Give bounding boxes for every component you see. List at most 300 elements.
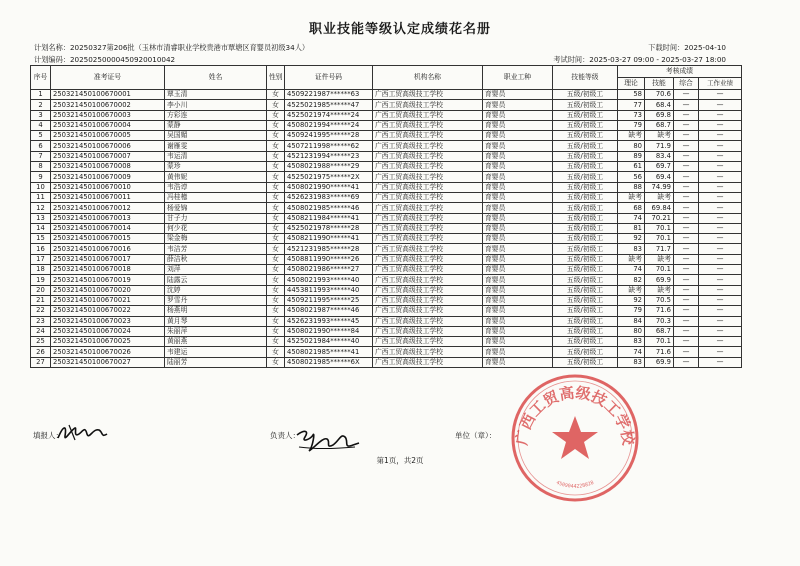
cell-org: 广西工贸高级技工学校 bbox=[373, 254, 483, 264]
cell-ticket: 250321450100670020 bbox=[51, 285, 165, 295]
cell-seq: 10 bbox=[31, 182, 51, 192]
cell-skill: 70.6 bbox=[645, 90, 674, 100]
cell-gender: 女 bbox=[267, 234, 285, 244]
filler-label: 填报人： bbox=[33, 431, 63, 440]
cell-name: 朱丽萍 bbox=[165, 326, 267, 336]
cell-overall: — bbox=[674, 131, 699, 141]
cell-org: 广西工贸高级技工学校 bbox=[373, 203, 483, 213]
cell-work: — bbox=[699, 162, 742, 172]
cell-seq: 6 bbox=[31, 141, 51, 151]
cell-gender: 女 bbox=[267, 151, 285, 161]
cell-seq: 5 bbox=[31, 131, 51, 141]
cell-skill: 缺考 bbox=[645, 254, 674, 264]
cell-id: 4453811993******40 bbox=[285, 285, 373, 295]
official-seal bbox=[505, 368, 645, 508]
cell-work: — bbox=[699, 100, 742, 110]
header-name: 姓名 bbox=[165, 66, 267, 90]
cell-skill: 缺考 bbox=[645, 192, 674, 202]
cell-level: 五级/初级工 bbox=[553, 275, 618, 285]
cell-id: 4525021984******40 bbox=[285, 337, 373, 347]
cell-skill: 68.4 bbox=[645, 100, 674, 110]
cell-trade: 育婴员 bbox=[483, 295, 553, 305]
cell-level: 五级/初级工 bbox=[553, 357, 618, 367]
cell-work: — bbox=[699, 326, 742, 336]
cell-theory: 89 bbox=[618, 151, 645, 161]
cell-level: 五级/初级工 bbox=[553, 265, 618, 275]
header-level: 技能等级 bbox=[553, 66, 618, 90]
cell-ticket: 250321450100670026 bbox=[51, 347, 165, 357]
header-gender: 性别 bbox=[267, 66, 285, 90]
cell-work: — bbox=[699, 141, 742, 151]
cell-trade: 育婴员 bbox=[483, 223, 553, 233]
cell-level: 五级/初级工 bbox=[553, 131, 618, 141]
header-work: 工作业绩 bbox=[699, 78, 742, 90]
table-row bbox=[31, 347, 742, 357]
table-row bbox=[31, 326, 742, 336]
cell-gender: 女 bbox=[267, 275, 285, 285]
cell-work: — bbox=[699, 120, 742, 130]
cell-skill: 70.1 bbox=[645, 234, 674, 244]
cell-ticket: 250321450100670022 bbox=[51, 306, 165, 316]
header-skill: 技能 bbox=[645, 78, 674, 90]
cell-seq: 1 bbox=[31, 90, 51, 100]
cell-overall: — bbox=[674, 151, 699, 161]
cell-gender: 女 bbox=[267, 120, 285, 130]
cell-gender: 女 bbox=[267, 182, 285, 192]
cell-theory: 74 bbox=[618, 265, 645, 275]
cell-trade: 育婴员 bbox=[483, 326, 553, 336]
cell-ticket: 250321450100670019 bbox=[51, 275, 165, 285]
cell-theory: 92 bbox=[618, 295, 645, 305]
cell-overall: — bbox=[674, 337, 699, 347]
cell-trade: 育婴员 bbox=[483, 120, 553, 130]
table-row bbox=[31, 265, 742, 275]
download-time: 下载时间：2025-04-10 bbox=[648, 43, 726, 52]
cell-theory: 缺考 bbox=[618, 254, 645, 264]
cell-overall: — bbox=[674, 357, 699, 367]
cell-skill: 71.6 bbox=[645, 347, 674, 357]
cell-theory: 缺考 bbox=[618, 192, 645, 202]
cell-gender: 女 bbox=[267, 90, 285, 100]
cell-gender: 女 bbox=[267, 326, 285, 336]
cell-seq: 12 bbox=[31, 203, 51, 213]
cell-level: 五级/初级工 bbox=[553, 151, 618, 161]
cell-org: 广西工贸高级技工学校 bbox=[373, 110, 483, 120]
cell-work: — bbox=[699, 110, 742, 120]
cell-id: 4508021988******29 bbox=[285, 162, 373, 172]
cell-theory: 缺考 bbox=[618, 131, 645, 141]
cell-work: — bbox=[699, 213, 742, 223]
cell-theory: 56 bbox=[618, 172, 645, 182]
cell-id: 4508021993******40 bbox=[285, 275, 373, 285]
header-id-no: 证件号码 bbox=[285, 66, 373, 90]
cell-gender: 女 bbox=[267, 100, 285, 110]
cell-name: 黄伟妮 bbox=[165, 172, 267, 182]
table-row bbox=[31, 337, 742, 347]
cell-theory: 68 bbox=[618, 203, 645, 213]
cell-work: — bbox=[699, 337, 742, 347]
cell-skill: 69.7 bbox=[645, 162, 674, 172]
cell-ticket: 250321450100670016 bbox=[51, 244, 165, 254]
cell-overall: — bbox=[674, 265, 699, 275]
cell-level: 五级/初级工 bbox=[553, 90, 618, 100]
seal-number: 4509044228828 bbox=[555, 479, 595, 490]
cell-skill: 缺考 bbox=[645, 285, 674, 295]
cell-trade: 育婴员 bbox=[483, 151, 553, 161]
cell-skill: 83.4 bbox=[645, 151, 674, 161]
cell-id: 4526231993******45 bbox=[285, 316, 373, 326]
cell-overall: — bbox=[674, 182, 699, 192]
cell-skill: 69.9 bbox=[645, 275, 674, 285]
cell-ticket: 250321450100670006 bbox=[51, 141, 165, 151]
score-roster-table bbox=[30, 65, 742, 368]
cell-gender: 女 bbox=[267, 265, 285, 275]
cell-work: — bbox=[699, 357, 742, 367]
cell-overall: — bbox=[674, 110, 699, 120]
cell-overall: — bbox=[674, 326, 699, 336]
cell-ticket: 250321450100670002 bbox=[51, 100, 165, 110]
cell-seq: 3 bbox=[31, 110, 51, 120]
header-overall: 综合 bbox=[674, 78, 699, 90]
cell-name: 沈婷 bbox=[165, 285, 267, 295]
cell-org: 广西工贸高级技工学校 bbox=[373, 316, 483, 326]
cell-seq: 19 bbox=[31, 275, 51, 285]
cell-level: 五级/初级工 bbox=[553, 100, 618, 110]
cell-ticket: 250321450100670027 bbox=[51, 357, 165, 367]
cell-seq: 17 bbox=[31, 254, 51, 264]
cell-name: 吴国媚 bbox=[165, 131, 267, 141]
cell-org: 广西工贸高级技工学校 bbox=[373, 141, 483, 151]
cell-seq: 22 bbox=[31, 306, 51, 316]
table-row bbox=[31, 203, 742, 213]
cell-id: 4521231985******28 bbox=[285, 244, 373, 254]
cell-level: 五级/初级工 bbox=[553, 285, 618, 295]
cell-work: — bbox=[699, 131, 742, 141]
cell-name: 韦浩谆 bbox=[165, 182, 267, 192]
cell-work: — bbox=[699, 254, 742, 264]
cell-work: — bbox=[699, 347, 742, 357]
cell-level: 五级/初级工 bbox=[553, 234, 618, 244]
cell-name: 覃玉清 bbox=[165, 90, 267, 100]
cell-work: — bbox=[699, 306, 742, 316]
cell-level: 五级/初级工 bbox=[553, 141, 618, 151]
cell-ticket: 250321450100670014 bbox=[51, 223, 165, 233]
cell-seq: 20 bbox=[31, 285, 51, 295]
cell-seq: 21 bbox=[31, 295, 51, 305]
table-row bbox=[31, 357, 742, 367]
cell-org: 广西工贸高级技工学校 bbox=[373, 162, 483, 172]
cell-skill: 70.21 bbox=[645, 213, 674, 223]
cell-seq: 4 bbox=[31, 120, 51, 130]
cell-seq: 26 bbox=[31, 347, 51, 357]
cell-id: 4508021990******84 bbox=[285, 326, 373, 336]
document-title: 职业技能等级认定成绩花名册 bbox=[308, 22, 491, 37]
cell-id: 4507211998******62 bbox=[285, 141, 373, 151]
header-scores: 考核成绩 bbox=[618, 66, 742, 78]
cell-id: 4525021985******47 bbox=[285, 100, 373, 110]
cell-overall: — bbox=[674, 100, 699, 110]
cell-overall: — bbox=[674, 254, 699, 264]
cell-level: 五级/初级工 bbox=[553, 192, 618, 202]
cell-id: 4509221987******63 bbox=[285, 90, 373, 100]
cell-seq: 18 bbox=[31, 265, 51, 275]
cell-seq: 24 bbox=[31, 326, 51, 336]
cell-org: 广西工贸高级技工学校 bbox=[373, 213, 483, 223]
cell-ticket: 250321450100670015 bbox=[51, 234, 165, 244]
cell-gender: 女 bbox=[267, 192, 285, 202]
cell-theory: 74 bbox=[618, 347, 645, 357]
cell-name: 何少花 bbox=[165, 223, 267, 233]
cell-theory: 73 bbox=[618, 110, 645, 120]
cell-ticket: 250321450100670005 bbox=[51, 131, 165, 141]
cell-seq: 15 bbox=[31, 234, 51, 244]
cell-gender: 女 bbox=[267, 131, 285, 141]
cell-ticket: 250321450100670010 bbox=[51, 182, 165, 192]
cell-theory: 77 bbox=[618, 100, 645, 110]
cell-work: — bbox=[699, 316, 742, 326]
cell-overall: — bbox=[674, 141, 699, 151]
cell-name: 罗雪丹 bbox=[165, 295, 267, 305]
header-seq: 序号 bbox=[31, 66, 51, 90]
cell-name: 甘子力 bbox=[165, 213, 267, 223]
cell-theory: 83 bbox=[618, 357, 645, 367]
cell-seq: 13 bbox=[31, 213, 51, 223]
cell-theory: 79 bbox=[618, 120, 645, 130]
cell-gender: 女 bbox=[267, 357, 285, 367]
cell-ticket: 250321450100670012 bbox=[51, 203, 165, 213]
cell-level: 五级/初级工 bbox=[553, 182, 618, 192]
table-row bbox=[31, 162, 742, 172]
cell-id: 4525021974******24 bbox=[285, 110, 373, 120]
cell-org: 广西工贸高级技工学校 bbox=[373, 306, 483, 316]
cell-work: — bbox=[699, 295, 742, 305]
cell-org: 广西工贸高级技工学校 bbox=[373, 182, 483, 192]
table-row bbox=[31, 151, 742, 161]
cell-org: 广西工贸高级技工学校 bbox=[373, 326, 483, 336]
table-row bbox=[31, 316, 742, 326]
cell-trade: 育婴员 bbox=[483, 203, 553, 213]
cell-work: — bbox=[699, 234, 742, 244]
cell-seq: 14 bbox=[31, 223, 51, 233]
cell-work: — bbox=[699, 172, 742, 182]
cell-ticket: 250321450100670001 bbox=[51, 90, 165, 100]
cell-org: 广西工贸高级技工学校 bbox=[373, 357, 483, 367]
cell-theory: 缺考 bbox=[618, 285, 645, 295]
cell-gender: 女 bbox=[267, 306, 285, 316]
table-row bbox=[31, 295, 742, 305]
cell-name: 黄月琴 bbox=[165, 316, 267, 326]
cell-id: 4521231994******23 bbox=[285, 151, 373, 161]
cell-gender: 女 bbox=[267, 141, 285, 151]
cell-skill: 68.7 bbox=[645, 120, 674, 130]
table-row bbox=[31, 100, 742, 110]
cell-skill: 70.3 bbox=[645, 316, 674, 326]
cell-work: — bbox=[699, 265, 742, 275]
cell-overall: — bbox=[674, 316, 699, 326]
cell-level: 五级/初级工 bbox=[553, 223, 618, 233]
cell-id: 4525021978******28 bbox=[285, 223, 373, 233]
cell-level: 五级/初级工 bbox=[553, 254, 618, 264]
cell-org: 广西工贸高级技工学校 bbox=[373, 265, 483, 275]
cell-org: 广西工贸高级技工学校 bbox=[373, 223, 483, 233]
cell-level: 五级/初级工 bbox=[553, 244, 618, 254]
cell-org: 广西工贸高级技工学校 bbox=[373, 234, 483, 244]
cell-name: 杨燕明 bbox=[165, 306, 267, 316]
cell-org: 广西工贸高级技工学校 bbox=[373, 90, 483, 100]
cell-trade: 育婴员 bbox=[483, 265, 553, 275]
filler-signature bbox=[55, 422, 110, 444]
cell-seq: 25 bbox=[31, 337, 51, 347]
cell-theory: 74 bbox=[618, 213, 645, 223]
cell-level: 五级/初级工 bbox=[553, 162, 618, 172]
cell-overall: — bbox=[674, 275, 699, 285]
cell-trade: 育婴员 bbox=[483, 172, 553, 182]
cell-name: 薛洁秋 bbox=[165, 254, 267, 264]
cell-theory: 83 bbox=[618, 244, 645, 254]
header-org: 机构名称 bbox=[373, 66, 483, 90]
cell-skill: 69.84 bbox=[645, 203, 674, 213]
cell-trade: 育婴员 bbox=[483, 141, 553, 151]
unit-seal-label: 单位（章）： bbox=[455, 431, 497, 440]
cell-skill: 70.1 bbox=[645, 265, 674, 275]
cell-overall: — bbox=[674, 295, 699, 305]
header-trade: 职业工种 bbox=[483, 66, 553, 90]
cell-overall: — bbox=[674, 90, 699, 100]
cell-org: 广西工贸高级技工学校 bbox=[373, 192, 483, 202]
cell-work: — bbox=[699, 90, 742, 100]
cell-skill: 70.1 bbox=[645, 223, 674, 233]
cell-work: — bbox=[699, 203, 742, 213]
cell-name: 韦建运 bbox=[165, 347, 267, 357]
cell-ticket: 250321450100670009 bbox=[51, 172, 165, 182]
cell-seq: 16 bbox=[31, 244, 51, 254]
cell-theory: 79 bbox=[618, 306, 645, 316]
cell-seq: 2 bbox=[31, 100, 51, 110]
cell-overall: — bbox=[674, 285, 699, 295]
cell-seq: 9 bbox=[31, 172, 51, 182]
plan-name: 计划名称：20250327第206批（玉林市清睿职业学校贵港市覃塘区育婴员初级34人） bbox=[34, 43, 310, 52]
cell-overall: — bbox=[674, 244, 699, 254]
cell-name: 陆丽芳 bbox=[165, 357, 267, 367]
cell-gender: 女 bbox=[267, 213, 285, 223]
cell-org: 广西工贸高级技工学校 bbox=[373, 275, 483, 285]
header-theory: 理论 bbox=[618, 78, 645, 90]
cell-skill: 69.8 bbox=[645, 110, 674, 120]
cell-theory: 84 bbox=[618, 316, 645, 326]
table-row bbox=[31, 234, 742, 244]
cell-level: 五级/初级工 bbox=[553, 347, 618, 357]
cell-level: 五级/初级工 bbox=[553, 316, 618, 326]
cell-overall: — bbox=[674, 203, 699, 213]
header-ticket: 准考证号 bbox=[51, 66, 165, 90]
cell-ticket: 250321450100670008 bbox=[51, 162, 165, 172]
cell-id: 4508021985******41 bbox=[285, 347, 373, 357]
cell-theory: 92 bbox=[618, 234, 645, 244]
cell-seq: 11 bbox=[31, 192, 51, 202]
cell-overall: — bbox=[674, 192, 699, 202]
table-row bbox=[31, 192, 742, 202]
cell-theory: 82 bbox=[618, 275, 645, 285]
table-row bbox=[31, 90, 742, 100]
cell-org: 广西工贸高级技工学校 bbox=[373, 285, 483, 295]
cell-name: 方彩连 bbox=[165, 110, 267, 120]
cell-id: 4508811990******26 bbox=[285, 254, 373, 264]
cell-org: 广西工贸高级技工学校 bbox=[373, 347, 483, 357]
cell-name: 杨爱锦 bbox=[165, 203, 267, 213]
table-row bbox=[31, 306, 742, 316]
cell-seq: 27 bbox=[31, 357, 51, 367]
table-row bbox=[31, 285, 742, 295]
cell-trade: 育婴员 bbox=[483, 337, 553, 347]
table-row bbox=[31, 110, 742, 120]
cell-overall: — bbox=[674, 213, 699, 223]
cell-id: 4508211990******41 bbox=[285, 234, 373, 244]
cell-name: 蒙静 bbox=[165, 120, 267, 130]
cell-seq: 23 bbox=[31, 316, 51, 326]
cell-ticket: 250321450100670024 bbox=[51, 326, 165, 336]
cell-trade: 育婴员 bbox=[483, 213, 553, 223]
cell-level: 五级/初级工 bbox=[553, 326, 618, 336]
cell-skill: 69.4 bbox=[645, 172, 674, 182]
table-row bbox=[31, 223, 742, 233]
cell-theory: 83 bbox=[618, 337, 645, 347]
cell-name: 陆露云 bbox=[165, 275, 267, 285]
table-row bbox=[31, 141, 742, 151]
cell-ticket: 250321450100670003 bbox=[51, 110, 165, 120]
cell-id: 4508021994******24 bbox=[285, 120, 373, 130]
cell-name: 梁金梅 bbox=[165, 234, 267, 244]
cell-trade: 育婴员 bbox=[483, 357, 553, 367]
roster-body bbox=[31, 90, 742, 368]
cell-skill: 74.99 bbox=[645, 182, 674, 192]
cell-ticket: 250321450100670017 bbox=[51, 254, 165, 264]
cell-overall: — bbox=[674, 347, 699, 357]
cell-level: 五级/初级工 bbox=[553, 306, 618, 316]
table-row bbox=[31, 275, 742, 285]
cell-theory: 81 bbox=[618, 223, 645, 233]
cell-name: 黄丽燕 bbox=[165, 337, 267, 347]
table-row bbox=[31, 213, 742, 223]
cell-org: 广西工贸高级技工学校 bbox=[373, 295, 483, 305]
cell-level: 五级/初级工 bbox=[553, 295, 618, 305]
cell-overall: — bbox=[674, 234, 699, 244]
cell-ticket: 250321450100670013 bbox=[51, 213, 165, 223]
cell-theory: 80 bbox=[618, 326, 645, 336]
cell-name: 刘萍 bbox=[165, 265, 267, 275]
cell-skill: 68.7 bbox=[645, 326, 674, 336]
table-row bbox=[31, 244, 742, 254]
cell-skill: 71.7 bbox=[645, 244, 674, 254]
cell-gender: 女 bbox=[267, 254, 285, 264]
cell-trade: 育婴员 bbox=[483, 285, 553, 295]
cell-overall: — bbox=[674, 172, 699, 182]
cell-overall: — bbox=[674, 120, 699, 130]
cell-trade: 育婴员 bbox=[483, 90, 553, 100]
cell-skill: 71.6 bbox=[645, 306, 674, 316]
cell-name: 李小川 bbox=[165, 100, 267, 110]
cell-id: 4509241995******28 bbox=[285, 131, 373, 141]
cell-skill: 70.5 bbox=[645, 295, 674, 305]
table-row bbox=[31, 131, 742, 141]
cell-skill: 缺考 bbox=[645, 131, 674, 141]
cell-name: 谢雁雯 bbox=[165, 141, 267, 151]
plan-code: 计划编码：20250250000450920010042 bbox=[34, 55, 176, 64]
cell-gender: 女 bbox=[267, 223, 285, 233]
cell-ticket: 250321450100670011 bbox=[51, 192, 165, 202]
cell-gender: 女 bbox=[267, 337, 285, 347]
cell-trade: 育婴员 bbox=[483, 192, 553, 202]
cell-name: 韦运清 bbox=[165, 151, 267, 161]
